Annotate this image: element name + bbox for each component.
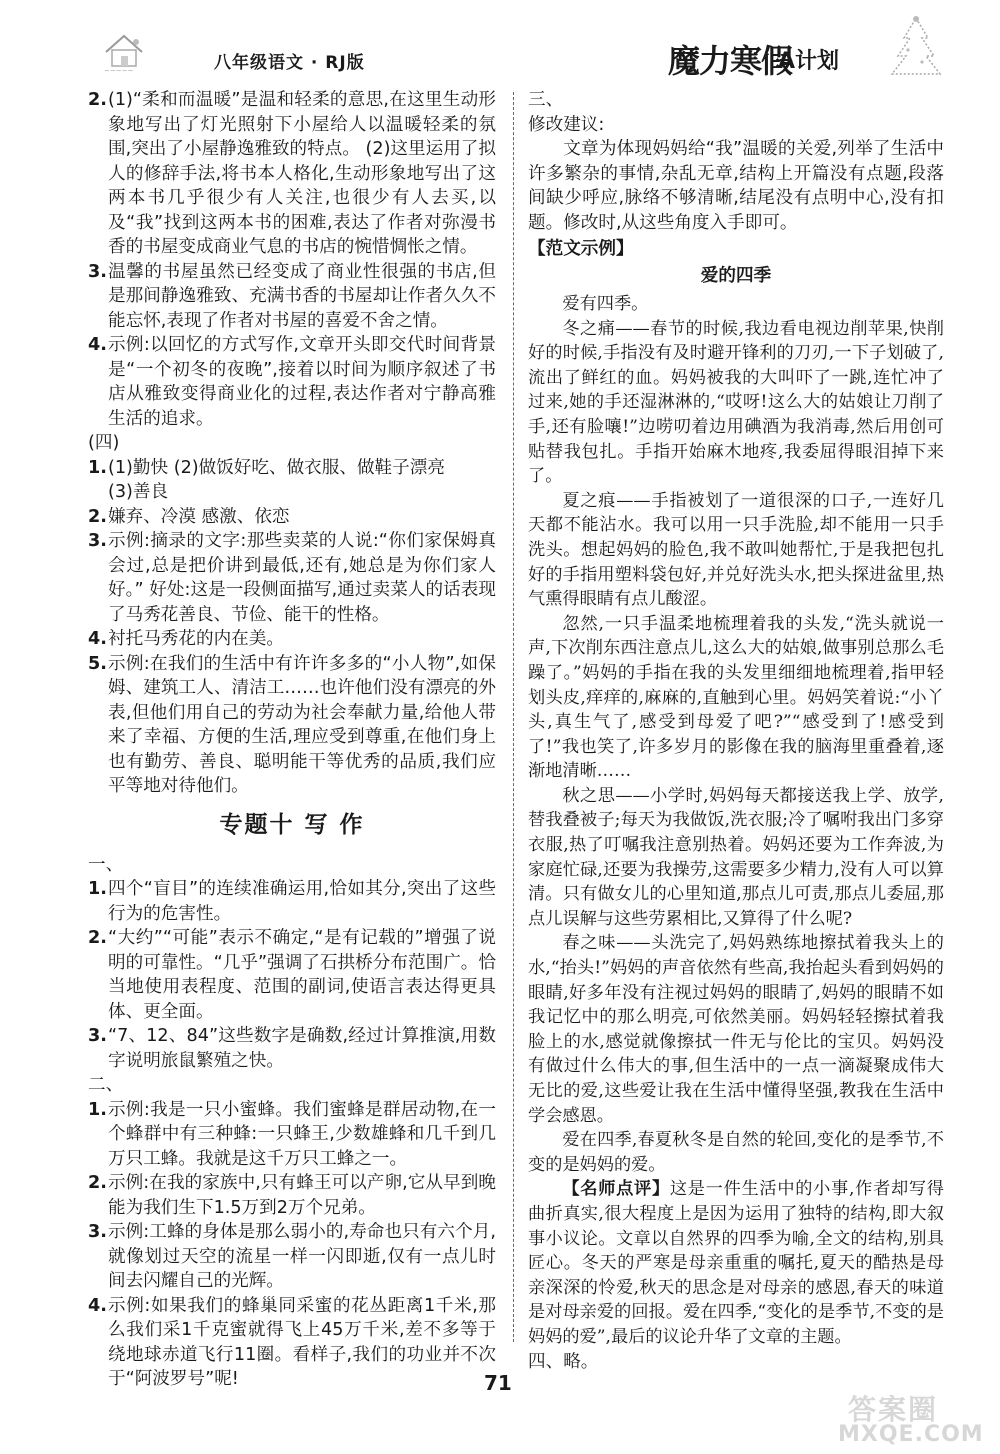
answer-item <box>88 529 496 627</box>
item-text: 嫌弃、冷漠 感激、依恋 <box>108 506 290 527</box>
answer-item <box>88 260 496 334</box>
brand-subtitle: A计划 <box>778 49 840 74</box>
page-header <box>0 0 1000 82</box>
answer-item <box>88 877 496 926</box>
answer-item <box>88 88 496 260</box>
item-number: 2. <box>88 90 107 110</box>
right-column <box>528 88 944 1374</box>
topic-title: 专题十 写 作 <box>219 811 365 838</box>
essay-paragraph: 忽然,一只手温柔地梳理着我的头发,“洗头就说一声,下次削东西注意点儿,这么大的姑娘,做事别总那么毛躁了。”妈妈的手指在我的头发里细细地梳理着,指甲轻划头皮,痒痒的,麻麻的,直触到心里。妈妈笑着说:“小丫头,真生气了,感受到母爱了吧?”“感受到了!感受到了!”我也笑了,许多岁月的影像在我的脑海里重叠着,逐渐地清晰…… <box>528 613 944 782</box>
answer-item <box>88 1024 496 1073</box>
essay-paragraph: 秋之思——小学时,妈妈每天都接送我上学、放学,替我叠被子;每天为我做饭,洗衣服;冷了嘱咐我出门多穿衣服,热了叮嘱我注意别热着。妈妈还要为工作奔波,为家庭忙碌,还要为我操劳,这需要多少精力,没有人可以算清。只有做女儿的心里知道,那点儿可责,那点儿委屈,那点儿误解与这些劳累相比,又算得了什么呢? <box>528 785 944 929</box>
advice-text: 文章为体现妈妈给“我”温暖的关爱,列举了生活中许多繁杂的事情,杂乱无章,结构上开篇没有点题,段落间缺少呼应,脉络不够清晰,结尾没有点明中心,没有扣题。修改时,从这些角度入手即可。 <box>528 139 944 233</box>
item-number: 3. <box>88 1026 107 1046</box>
essay-paragraph: 爱有四季。 <box>562 294 649 314</box>
item-number: 2. <box>88 928 107 948</box>
watermark-logo <box>838 1388 988 1450</box>
item-text: 四个“盲目”的连续准确运用,恰如其分,突出了这些行为的危害性。 <box>108 879 496 924</box>
answer-item <box>88 505 496 530</box>
section-heading: 一、 <box>88 854 124 875</box>
item-number: 5. <box>88 653 107 674</box>
item-text: 示例:以回忆的方式写作,文章开头即交代时间背景是“一个初冬的夜晚”,接着以时间为顺序叙述了书店从雅致变得商业化的过程,表达作者对宁静高雅生活的追求。 <box>108 335 496 429</box>
section-heading: 四、略。 <box>528 1351 599 1372</box>
item-number: 2. <box>88 1173 107 1193</box>
teacher-comment <box>528 1177 944 1349</box>
answer-item <box>88 333 496 431</box>
watermark-text: 答案圈 <box>848 1393 939 1426</box>
essay-title: 爱的四季 <box>700 265 772 286</box>
section-heading: 三、 <box>528 90 564 110</box>
item-text: “大约”“可能”表示不确定,“是有记载的”增强了说明的可靠性。“几乎”强调了石拱桥分布范围广。恰当地使用表程度、范围的副词,使语言表达得更具体、更全面。 <box>108 928 496 1022</box>
item-number: 1. <box>88 879 107 899</box>
essay-paragraph: 冬之痛——春节的时候,我边看电视边削苹果,快削好的时候,手指没有及时避开锋利的刀刃,一下子划破了,流出了鲜红的血。妈妈被我的大叫吓了一跳,连忙冲了过来,她的手还湿淋淋的,“哎呀!这么大的姑娘让刀削了手,还有脸嚷!”边唠叨着边用碘酒为我消毒,然后用创可贴替我包扎。手指开始麻木地疼,我委屈得眼泪掉下来了。 <box>528 318 944 487</box>
item-text: 示例:摘录的文字:那些卖菜的人说:“你们家保姆真会过,总是把价讲到最低,还有,她总是为你们家人好。” 好处:这是一段侧面描写,通过卖菜人的话表现了马秀花善良、节俭、能干的性格。 <box>108 531 496 625</box>
essay-paragraph: 夏之痕——手指被划了一道很深的口子,一连好几天都不能沾水。我可以用一只手洗脸,却不能用一只手洗头。想起妈妈的脸色,我不敢叫她帮忙,于是我把包扎好的手指用塑料袋包好,并兑好洗头水,把头探进盆里,热气熏得眼睛有点儿酸涩。 <box>528 490 944 610</box>
item-number: 4. <box>88 629 107 649</box>
comment-tag: 【名师点评】 <box>562 1179 670 1200</box>
brand-title: 魔力寒假 <box>668 42 793 80</box>
item-number: 3. <box>88 261 107 282</box>
grade-subject-label: 八年级语文 · RJ版 <box>214 53 365 73</box>
sample-essay-tag: 【范文示例】 <box>528 239 634 259</box>
answer-item <box>88 652 496 799</box>
answer-item <box>88 627 496 652</box>
item-text: 示例:工蜂的身体是那么弱小的,寿命也只有六个月,就像划过天空的流星一样一闪即逝,仅有一点儿时间去闪耀自己的光辉。 <box>108 1222 496 1291</box>
item-text: 示例:如果我们的蜂巢同采蜜的花丛距离1千米,那么我们采1千克蜜就得飞上45万千米,差不多等于绕地球赤道飞行11圈。看样子,我们的功业并不次于“阿波罗号”呢! <box>108 1295 496 1389</box>
item-continuation: (3)善良 <box>108 482 169 502</box>
item-number: 3. <box>88 1222 107 1242</box>
answer-item <box>88 1098 496 1172</box>
item-number: 3. <box>88 531 107 551</box>
answer-item <box>88 456 496 481</box>
item-number: 2. <box>88 506 107 527</box>
item-number: 4. <box>88 335 107 355</box>
christmas-tree-icon <box>888 14 944 80</box>
comment-text: 这是一件生活中的小事,作者却写得曲折真实,很大程度上是因为运用了独特的结构,即大叙事小议论。文章以自然界的四季为喻,全文的结构,别具匠心。冬天的严寒是母亲重重的嘱托,夏天的酷热是母亲深深的怜爱,秋天的思念是对母亲的感恩,春天的味道是对母亲爱的回报。爱在四季,“变化的是季节,不变的是妈妈的爱”,最后的议论升华了文章的主题。 <box>528 1179 944 1347</box>
item-number: 1. <box>88 1099 107 1120</box>
item-number: 1. <box>88 457 107 478</box>
item-text: (1)“柔和而温暖”是温和轻柔的意思,在这里生动形象地写出了灯光照射下小屋给人以温暖轻柔的氛围,突出了小屋静逸雅致的特点。 (2)这里运用了拟人的修辞手法,将书本人格化,生动形象地写出了这两本书几乎很少有人关注,也很少有人去买,以及“我”找到这两本书的困难,表达了作者对弥漫书香的书屋变成商业气息的书店的惋惜惆怅之情。 <box>108 90 496 257</box>
item-text: (1)勤快 (2)做饭好吃、做衣服、做鞋子漂亮 <box>108 457 445 478</box>
svg-text:~~~~~: ~~~~~ <box>104 67 134 74</box>
answer-item <box>88 1171 496 1220</box>
watermark-url: MXQE.COM <box>838 1422 984 1447</box>
item-text: 示例:在我们的生活中有许许多多的“小人物”,如保姆、建筑工人、清洁工……也许他们没有漂亮的外表,但他们用自己的劳动为社会奉献力量,给他人带来了幸福、方便的生活,理应受到尊重,在他们身上也有勤劳、善良、聪明能干等优秀的品质,我们应平等地对待他们。 <box>108 653 496 796</box>
item-text: 温馨的书屋虽然已经变成了商业性很强的书店,但是那间静逸雅致、充满书香的书屋却让作者久久不能忘怀,表现了作者对书屋的喜爱不舍之情。 <box>108 261 496 331</box>
advice-label: 修改建议: <box>528 114 605 135</box>
column-divider <box>513 92 514 1342</box>
essay-paragraph: 爱在四季,春夏秋冬是自然的轮回,变化的是季节,不变的是妈妈的爱。 <box>528 1130 944 1175</box>
answer-item <box>88 926 496 1024</box>
answer-item <box>88 1220 496 1294</box>
item-text: 示例:在我的家族中,只有蜂王可以产卵,它从早到晚能为我们生下1.5万到2万个兄弟。 <box>108 1173 496 1218</box>
item-text: 衬托马秀花的内在美。 <box>108 629 284 649</box>
page-number: 71 <box>484 1371 512 1395</box>
section-heading: (四) <box>88 433 120 453</box>
house-logo-icon <box>100 28 148 74</box>
essay-paragraph: 春之味——头洗完了,妈妈熟练地擦拭着我头上的水,“抬头!”妈妈的声音依然有些高,我抬起头看到妈妈的眼睛,好多年没有注视过妈妈的眼睛了,妈妈的眼睛不如我记忆中的那么明亮,可依然美丽。妈妈轻轻擦拭着我脸上的水,感觉就像擦拭一件无与伦比的宝贝。妈妈没有做过什么伟大的事,但生活中的一点一滴凝聚成伟大无比的爱,这些爱让我在生活中懂得坚强,教我在生活中学会感恩。 <box>528 933 944 1126</box>
section-heading: 二、 <box>88 1075 124 1095</box>
item-number: 4. <box>88 1295 107 1316</box>
item-text: 示例:我是一只小蜜蜂。我们蜜蜂是群居动物,在一个蜂群中有三种蜂:一只蜂王,少数雄蜂和几千到几万只工蜂。我就是这千万只工蜂之一。 <box>108 1099 496 1169</box>
item-text: “7、12、84”这些数字是确数,经过计算推演,用数字说明旅鼠繁殖之快。 <box>108 1026 496 1071</box>
left-column <box>88 88 496 1392</box>
answer-item <box>88 1294 496 1392</box>
